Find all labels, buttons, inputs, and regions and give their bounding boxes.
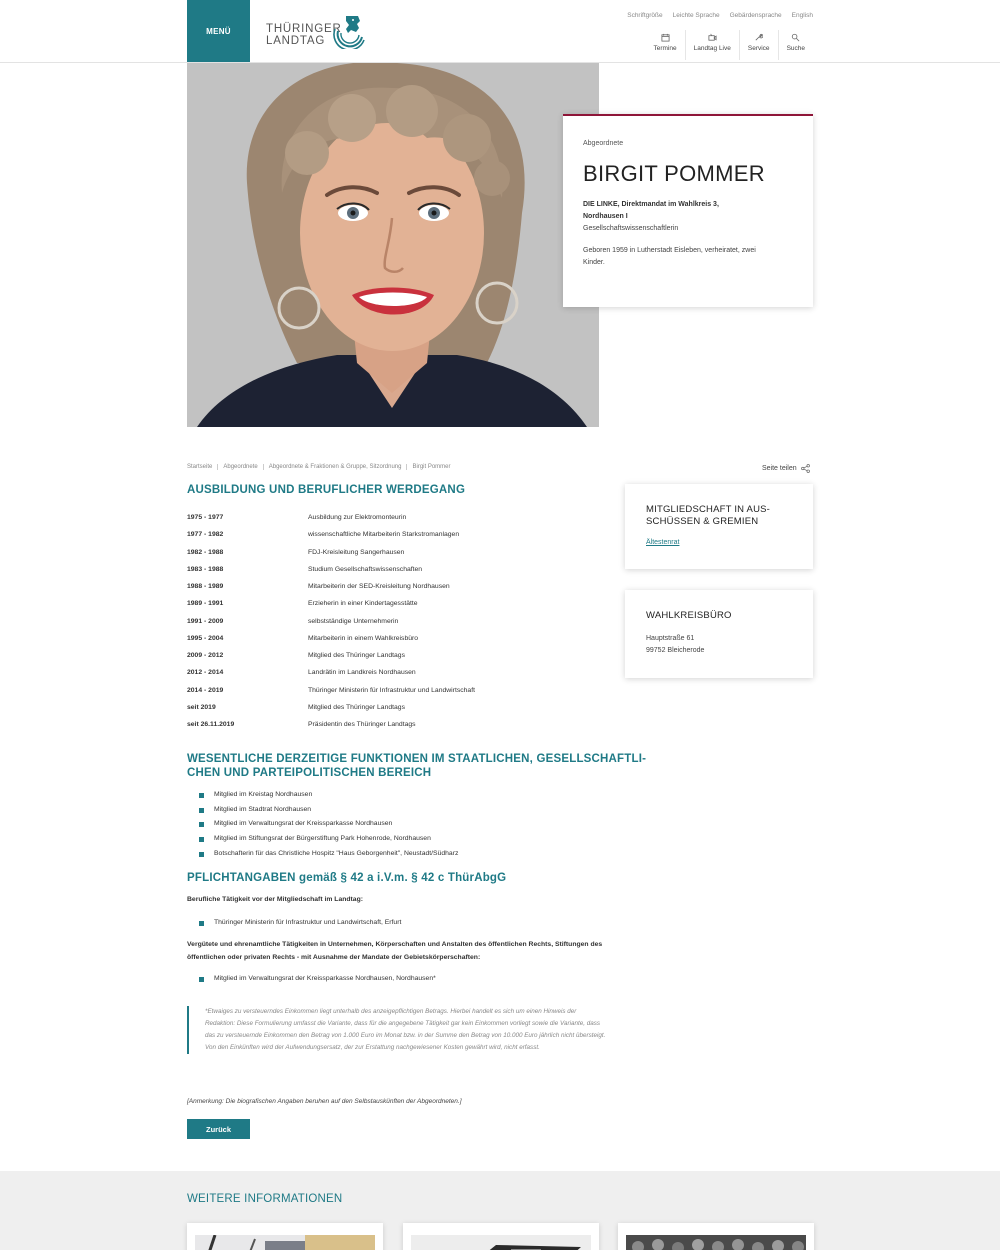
info-card-1-image	[195, 1235, 375, 1250]
table-row	[187, 613, 587, 630]
portrait-illustration	[187, 63, 599, 427]
functions-heading	[187, 752, 646, 780]
office-street: Hauptstraße 61	[646, 635, 695, 642]
career-year: seit 2019	[187, 703, 216, 711]
career-year: 1991 - 2009	[187, 617, 224, 625]
office-city: 99752 Bleicherode	[646, 647, 705, 654]
table-row	[187, 716, 587, 733]
career-text: Erzieherin in einer Kindertagesstätte	[308, 600, 418, 608]
english-link[interactable]: English	[791, 12, 813, 19]
list-item: Mitglied im Verwaltungsrat der Kreissparkasse Nordhausen, Nordhausen*	[199, 972, 599, 987]
office-card	[625, 590, 813, 678]
list-item: Mitglied im Verwaltungsrat der Kreissparkasse Nordhausen	[199, 817, 599, 832]
profile-party: DIE LINKE, Direktmandat im Wahlkreis 3, Nordhausen I	[583, 201, 719, 220]
share-icon	[801, 464, 810, 473]
portrait-photo	[187, 63, 599, 427]
table-row	[187, 526, 587, 543]
career-text: Landrätin im Landkreis Nordhausen	[308, 669, 416, 677]
landtag-logo[interactable]	[264, 13, 374, 51]
profile-card	[563, 114, 813, 307]
wrench-icon	[754, 33, 763, 42]
office-address	[646, 633, 793, 657]
career-year: 2014 - 2019	[187, 686, 224, 694]
logo-text	[266, 23, 342, 47]
table-row	[187, 544, 587, 561]
list-item: Thüringer Ministerin für Infrastruktur und Landwirtschaft, Erfurt	[199, 916, 599, 931]
functions-heading-line1: WESENTLICHE DERZEITIGE FUNKTIONEN IM STAATLICHEN, GESELLSCHAFTLI-	[187, 753, 647, 765]
nav-suche-label: Suche	[786, 45, 805, 52]
nav-landtag-live-label: Landtag Live	[693, 45, 731, 52]
table-row	[187, 647, 587, 664]
pflicht-sub1: Berufliche Tätigkeit vor der Mitgliedschaft im Landtag:	[187, 896, 363, 903]
career-year: seit 26.11.2019	[187, 721, 235, 729]
career-heading: AUSBILDUNG UND BERUFLICHER WERDEGANG	[187, 484, 466, 496]
functions-list	[199, 788, 599, 861]
career-year: 2009 - 2012	[187, 652, 224, 660]
career-text: wissenschaftliche Mitarbeiterin Starkstromanlagen	[308, 531, 460, 539]
logo-line1: THÜRINGER	[266, 23, 342, 35]
table-row	[187, 682, 587, 699]
info-card-2-image	[411, 1235, 591, 1250]
info-card-2[interactable]	[403, 1223, 599, 1250]
table-row	[187, 699, 587, 716]
career-text: Mitarbeiterin in einem Wahlkreisbüro	[308, 634, 419, 642]
video-icon	[708, 33, 717, 42]
office-title: WAHLKREISBÜRO	[646, 610, 732, 621]
list-item: Mitglied im Kreistag Nordhausen	[199, 788, 599, 803]
breadcrumb-startseite[interactable]: Startseite	[187, 464, 213, 470]
nav-landtag-live[interactable]	[685, 30, 739, 60]
career-text: Präsidentin des Thüringer Landtags	[308, 721, 416, 729]
pflicht-list-2	[199, 972, 599, 987]
career-year: 1988 - 1989	[187, 583, 224, 591]
calendar-icon	[661, 33, 670, 42]
pflicht-list-1	[199, 916, 599, 931]
list-item: Mitglied im Stadtrat Nordhausen	[199, 803, 599, 818]
table-row	[187, 595, 587, 612]
nav-service[interactable]	[739, 30, 778, 60]
career-year: 1975 - 1977	[187, 514, 224, 522]
profile-born: Geboren 1959 in Lutherstadt Eisleben, verheiratet, zwei Kinder.	[583, 247, 756, 266]
list-item: Botschafterin für das Christliche Hospitz "Haus Geborgenheit", Neustadt/Südharz	[199, 847, 599, 862]
share-button[interactable]	[762, 464, 810, 473]
annotation-note: [Anmerkung: Die biografischen Angaben beruhen auf den Selbstauskünften der Abgeordneten.]	[187, 1098, 462, 1105]
membership-title-line2: SCHÜSSEN & GREMIEN	[646, 516, 759, 527]
lion-emblem-icon	[332, 13, 368, 49]
sign-language-link[interactable]: Gebärdensprache	[729, 12, 782, 19]
aeltestenrat-link[interactable]: Ältestenrat	[646, 539, 680, 546]
info-card-3[interactable]	[618, 1223, 814, 1250]
membership-title-line1: MITGLIEDSCHAFT IN AUS-	[646, 504, 771, 515]
logo-line2: LANDTAG	[266, 35, 326, 47]
nav-termine-label: Termine	[653, 45, 677, 52]
more-info-section	[0, 1171, 1000, 1250]
table-row	[187, 509, 587, 526]
membership-card	[625, 484, 813, 569]
career-year: 1982 - 1988	[187, 548, 224, 556]
top-utility-links	[627, 12, 813, 19]
career-year: 1989 - 1991	[187, 600, 224, 608]
career-text: Mitarbeiterin der SED-Kreisleitung Nordhausen	[308, 583, 450, 591]
back-button[interactable]: Zurück	[187, 1119, 250, 1139]
career-year: 1983 - 1988	[187, 565, 224, 573]
pflicht-heading: PFLICHTANGABEN gemäß § 42 a i.V.m. § 42 c ThürAbgG	[187, 872, 507, 884]
main-nav	[646, 30, 813, 60]
career-text: selbstständige Unternehmerin	[308, 617, 399, 625]
functions-heading-line2: CHEN UND PARTEIPOLITISCHEN BEREICH	[187, 767, 432, 779]
table-row	[187, 578, 587, 595]
search-icon	[791, 33, 800, 42]
career-text: Mitglied des Thüringer Landtags	[308, 652, 405, 660]
breadcrumb	[187, 464, 456, 470]
share-label: Seite teilen	[762, 465, 797, 472]
membership-title	[646, 504, 793, 528]
profile-role: Abgeordnete	[583, 140, 624, 147]
table-row	[187, 664, 587, 681]
table-row	[187, 561, 587, 578]
list-item: Mitglied im Stiftungsrat der Bürgerstiftung Park Hohenrode, Nordhausen	[199, 832, 599, 847]
career-year: 1977 - 1982	[187, 531, 224, 539]
info-card-3-image	[626, 1235, 806, 1250]
profile-name: BIRGIT POMMER	[583, 161, 765, 186]
breadcrumb-abgeordnete[interactable]: Abgeordnete	[217, 464, 262, 470]
career-table	[187, 509, 587, 733]
font-size-link[interactable]: Schriftgröße	[627, 12, 663, 19]
footnote-quote: *Etwaiges zu versteuerndes Einkommen liegt unterhalb des anzeigepflichtigen Betrags. Hierbei handelt es sich um einen Hinweis der Redaktion: Diese Formulierung umfasst die Variante, dass für die angegebene Tätigkeit gar kein Einkommen vorliegt sowie die Variante, dass das zu versteuernde Einkommen den Betrag von 1.000 Euro im Monat bzw. in der Summe den Betrag von 10.000 Euro jährlich nicht übersteigt. Von den Einkünften wird der Aufwendungsersatz, der zur Erstattung nachgewiesener Kosten gewährt wird, nicht erfasst.	[187, 1006, 607, 1054]
career-text: Thüringer Ministerin für Infrastruktur und Landwirtschaft	[308, 686, 475, 694]
breadcrumb-current: Birgit Pommer	[406, 464, 455, 470]
career-text: Studium Gesellschaftswissenschaften	[308, 565, 423, 573]
nav-termine[interactable]	[646, 30, 685, 60]
easy-language-link[interactable]: Leichte Sprache	[672, 12, 720, 19]
career-year: 2012 - 2014	[187, 669, 224, 677]
pflicht-sub2: Vergütete und ehrenamtliche Tätigkeiten in Unternehmen, Körperschaften und Anstalten des öffentlichen Rechts, Stiftungen des öffentlichen oder privaten Rechts - mit Ausnahme der Mandate der Gebietskörperschaften:	[187, 941, 603, 961]
menu-button[interactable]: MENÜ	[187, 0, 250, 62]
career-text: Ausbildung zur Elektromonteurin	[308, 514, 407, 522]
info-card-1[interactable]	[187, 1223, 383, 1250]
breadcrumb-fraktionen[interactable]: Abgeordnete & Fraktionen & Gruppe, Sitzordnung	[263, 464, 407, 470]
career-text: FDJ-Kreisleitung Sangerhausen	[308, 548, 405, 556]
career-year: 1995 - 2004	[187, 634, 224, 642]
profile-profession: Gesellschaftswissenschaftlerin	[583, 225, 679, 232]
site-header	[0, 0, 1000, 63]
career-text: Mitglied des Thüringer Landtags	[308, 703, 405, 711]
more-info-heading: WEITERE INFORMATIONEN	[187, 1193, 343, 1205]
nav-suche[interactable]	[778, 30, 813, 60]
nav-service-label: Service	[747, 45, 770, 52]
table-row	[187, 630, 587, 647]
